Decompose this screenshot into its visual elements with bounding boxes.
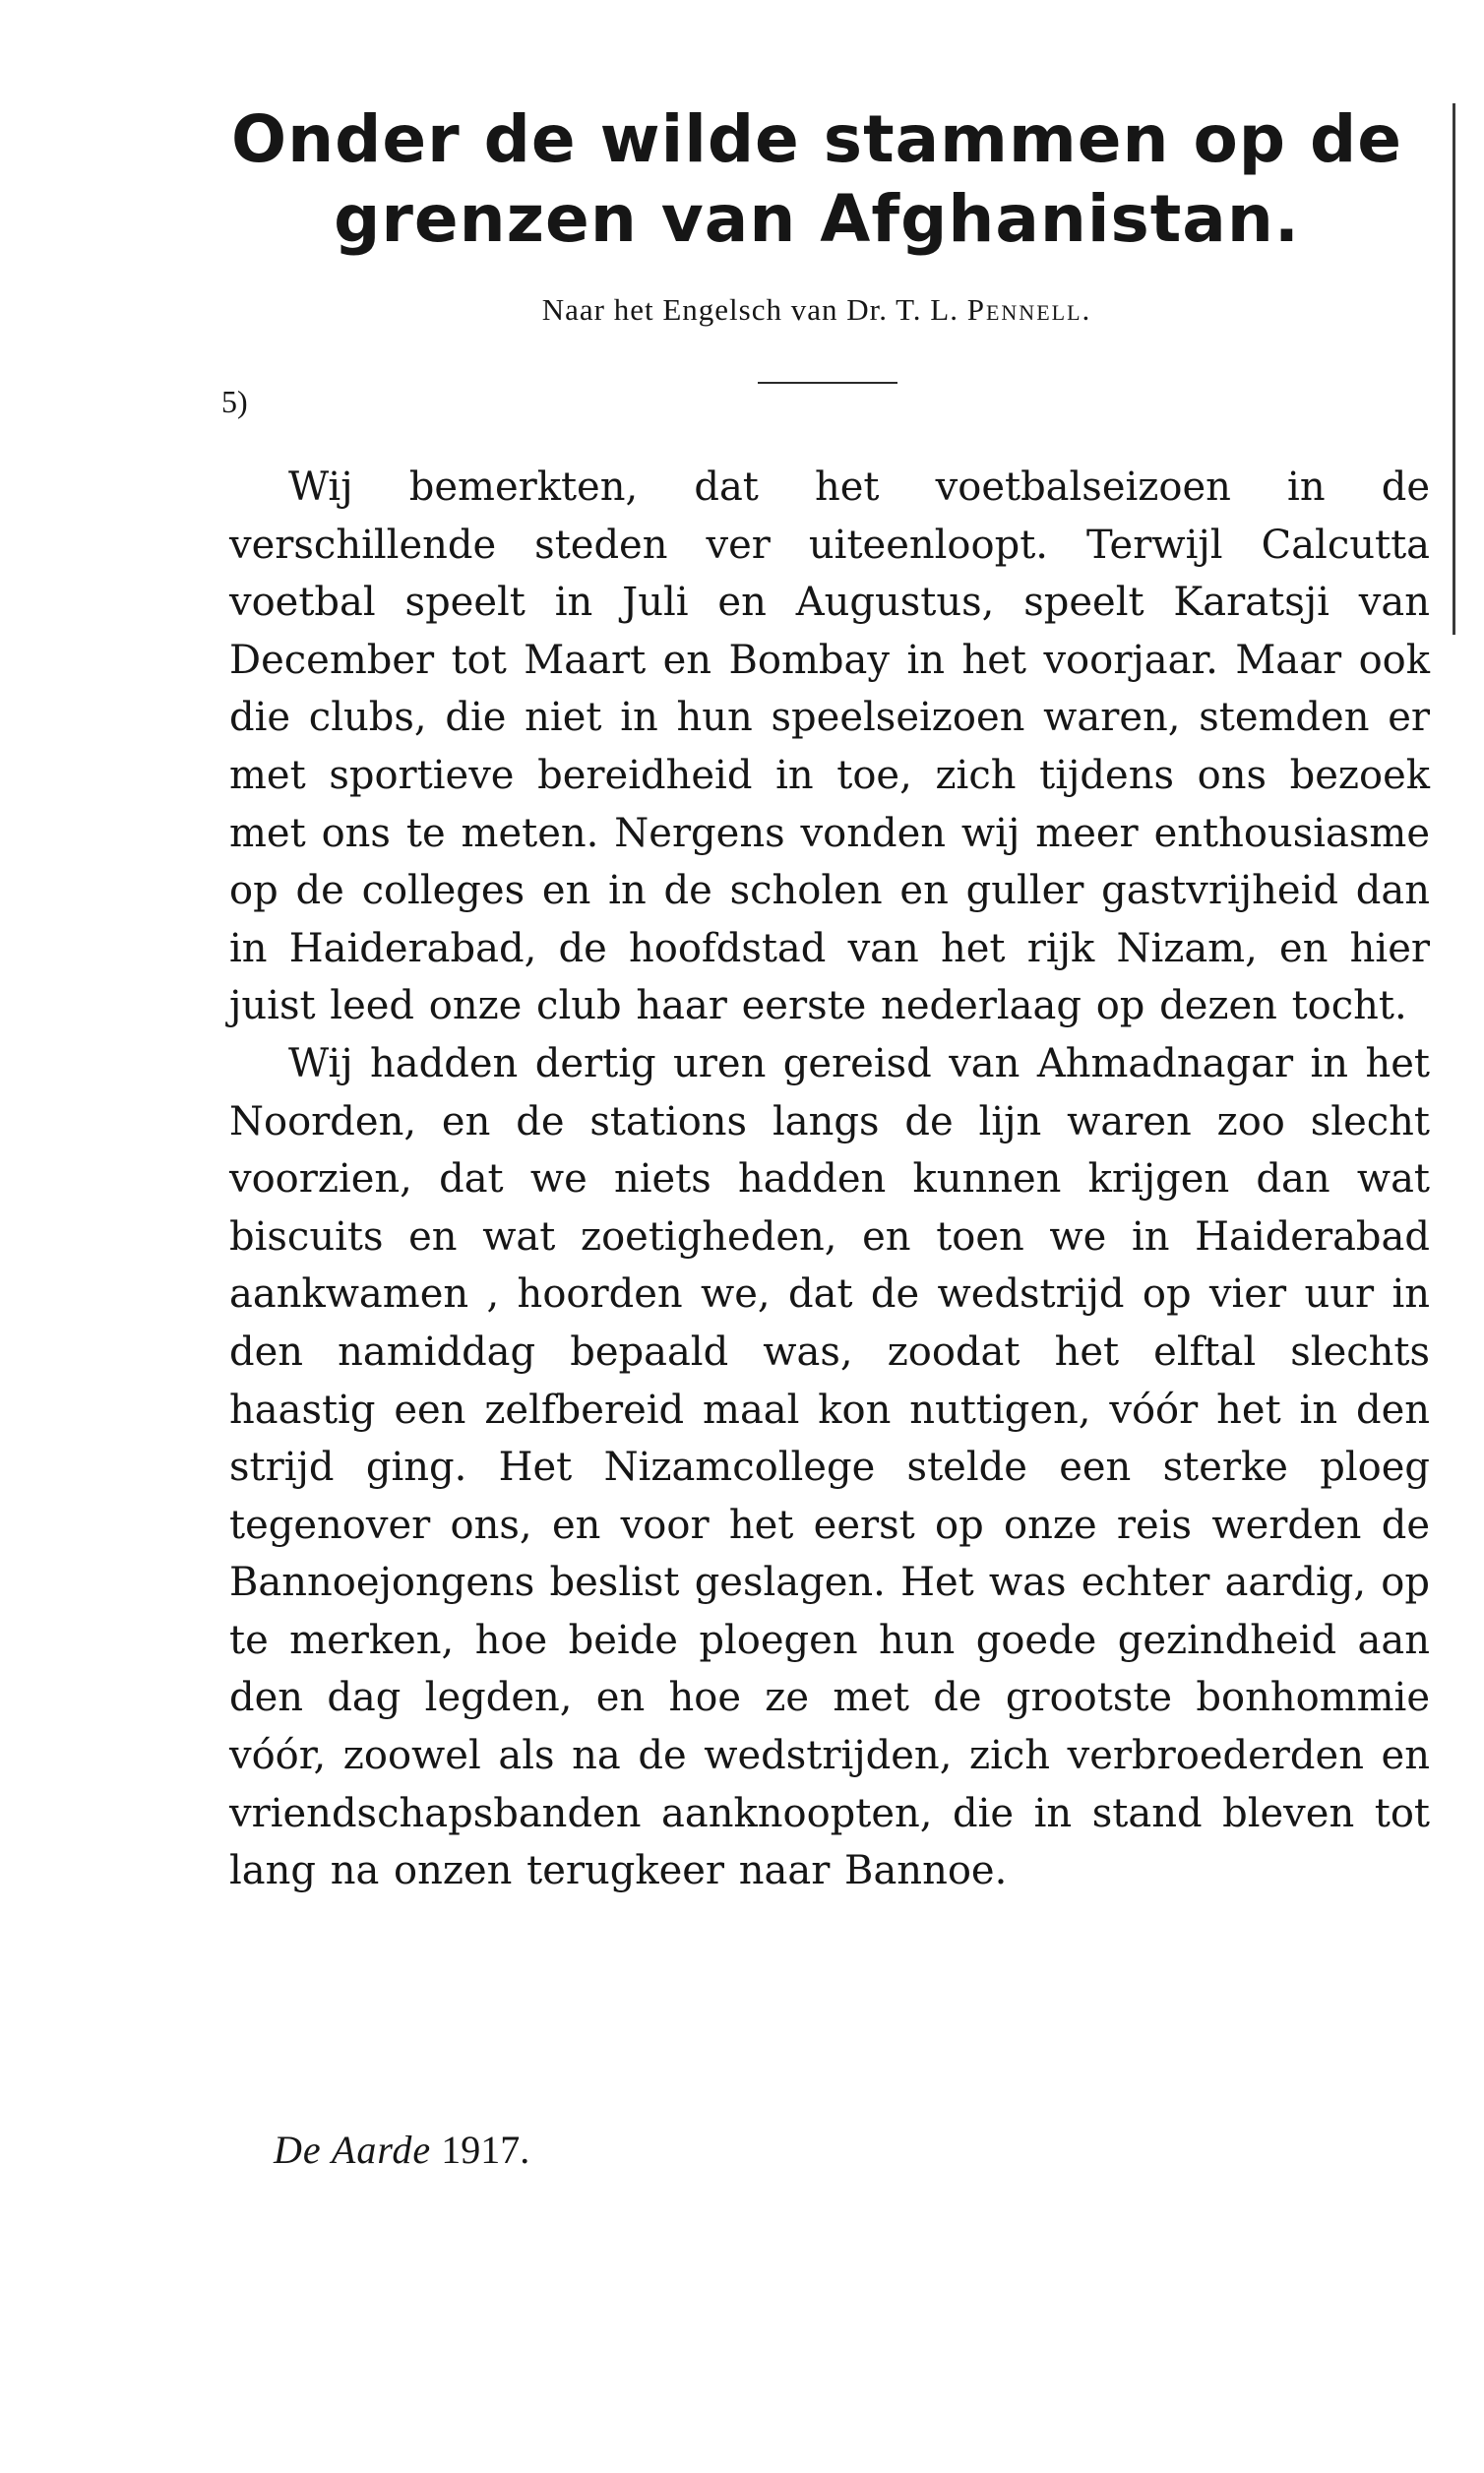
title-divider: [758, 382, 897, 384]
subtitle-author: Pennell.: [966, 292, 1092, 327]
source-journal: De Aarde: [274, 2128, 432, 2172]
margin-rule: [1453, 103, 1455, 635]
paragraph-1: Wij bemerkten, dat het voetbalseizoen in de verschillende steden ver uiteenloopt. Terwijl Calcutta voetbal speelt in Juli en Augustus, speelt Karatsji van December tot Maart en Bombay in het voorjaar. Maar ook die clubs, die niet in hun speelseizoen waren, stemden er met sportieve bereidheid in toe, zich tijdens ons bezoek met ons te meten. Nergens vonden wij meer enthousiasme op de colleges en in de scholen en guller gastvrijheid dan in Haiderabad, de hoofdstad van het rijk Nizam, en hier juist leed onze club haar eerste nederlaag op dezen tocht.: [229, 464, 1430, 1029]
source-citation: [274, 2126, 529, 2175]
source-year: 1917.: [441, 2128, 530, 2172]
article-subtitle: [226, 290, 1407, 330]
subtitle-prefix: Naar het Engelsch van Dr. T. L.: [541, 292, 967, 327]
article-title-line-1: Onder de wilde stammen op de: [230, 101, 1403, 177]
article-title-line-2: grenzen van Afghanistan.: [334, 181, 1300, 257]
section-number: 5): [221, 384, 248, 419]
paragraph-2: Wij hadden dertig uren gereisd van Ahmadnagar in het Noorden, en de stations langs de lijn waren zoo slecht voorzien, dat we niets hadden kunnen krijgen dan wat biscuits en wat zoetigheden, en toen we in Haiderabad aankwamen , hoorden we, dat de wedstrijd op vier uur in den namiddag bepaald was, zoodat het elftal slechts haastig een zelfbereid maal kon nuttigen, vóór het in den strijd ging. Het Nizamcollege stelde een sterke ploeg tegenover ons, en voor het eerst op onze reis werden de Bannoejongens beslist geslagen. Het was echter aardig, op te merken, hoe beide ploegen hun goede gezindheid aan den dag legden, en hoe ze met de grootste bonhommie vóór, zoowel als na de wedstrijden, zich verbroederden en vriendschapsbanden aanknoopten, die in stand bleven tot lang na onzen terugkeer naar Bannoe.: [229, 1040, 1430, 1894]
article-body: [229, 459, 1430, 1900]
